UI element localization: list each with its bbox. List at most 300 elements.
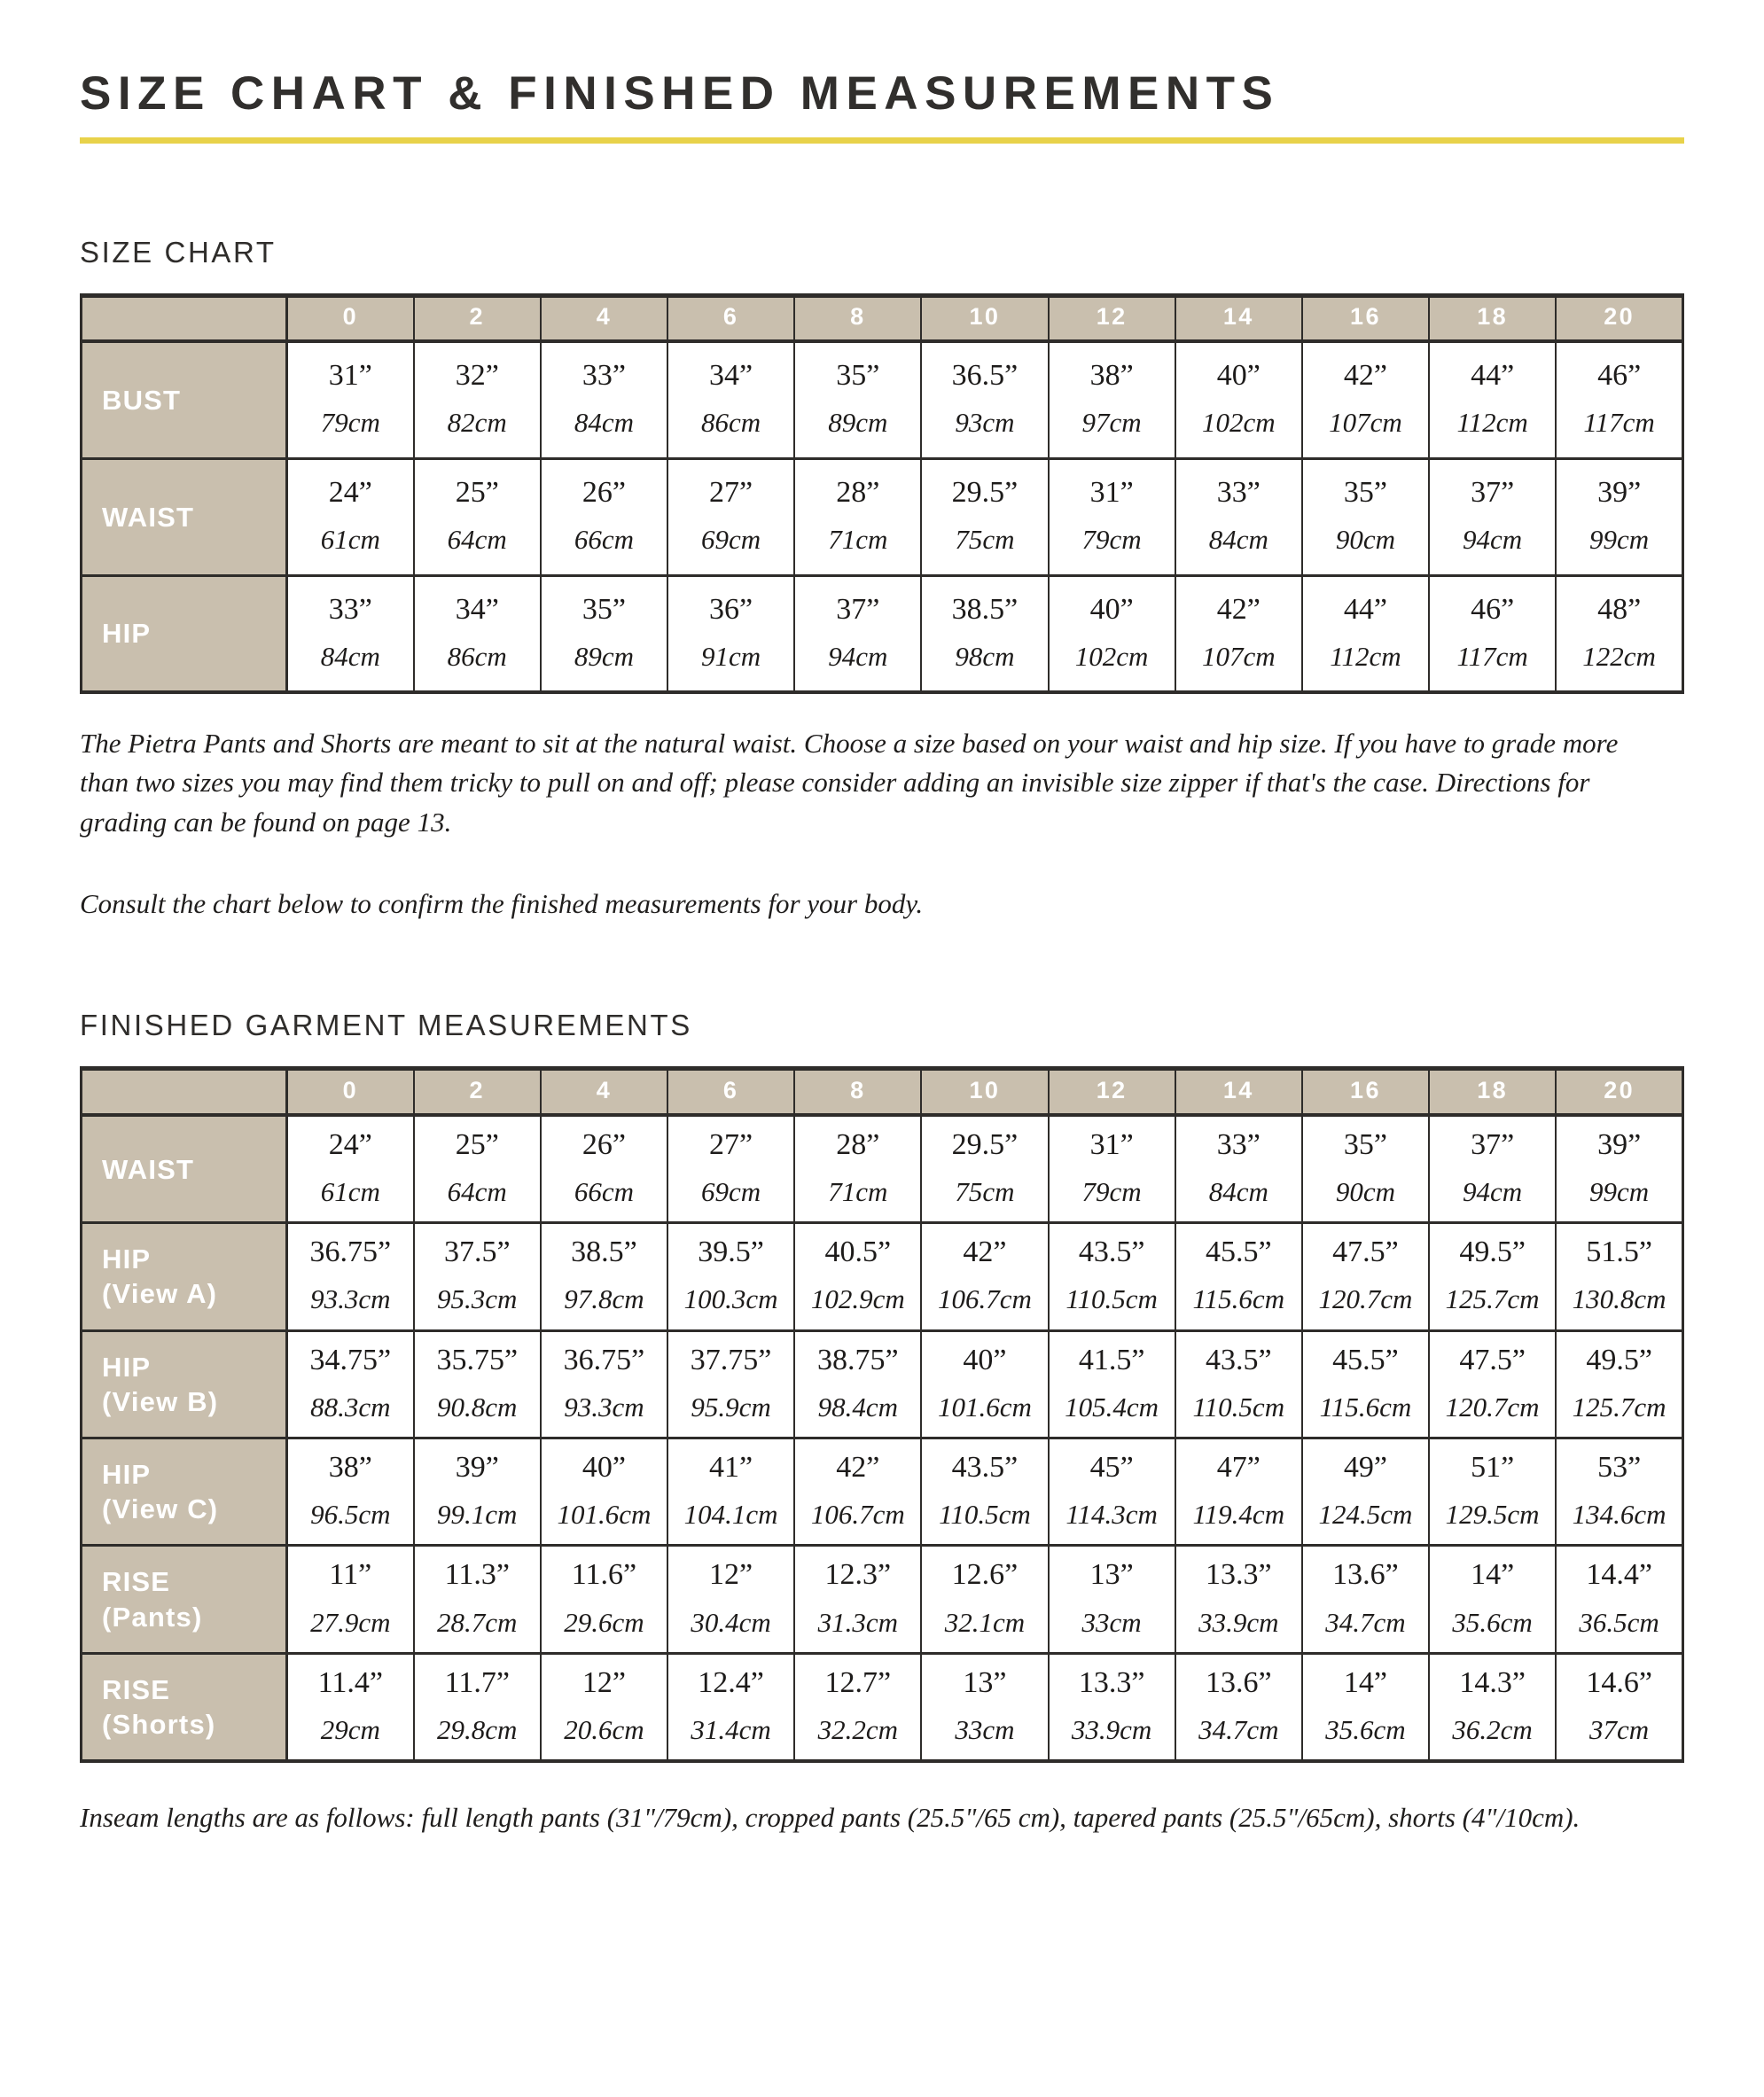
finished-header-row [82, 1069, 1683, 1115]
measurement-inches: 51.5” [1586, 1236, 1652, 1269]
measurement-cm: 98.4cm [817, 1391, 898, 1423]
measurement-cm: 107cm [1329, 407, 1402, 439]
measurement-cm: 84cm [574, 407, 634, 439]
measurement-inches: 25” [455, 475, 499, 509]
measurement-cell [794, 1546, 921, 1653]
measurement-cell [794, 341, 921, 458]
measurement-inches: 26” [581, 1127, 626, 1161]
size-column-header: 10 [921, 295, 1048, 341]
measurement-cell [414, 1330, 541, 1438]
measurement-inches: 34” [455, 592, 499, 626]
table-row [82, 1115, 1683, 1223]
measurement-cell [1175, 1438, 1302, 1545]
measurement-cm: 129.5cm [1445, 1499, 1540, 1531]
size-column-header: 18 [1429, 1069, 1556, 1115]
measurement-cell [287, 341, 414, 458]
measurement-cm: 120.7cm [1318, 1283, 1413, 1315]
measurement-cell [1556, 1546, 1682, 1653]
measurement-inches: 12.3” [824, 1558, 892, 1592]
measurement-cell [667, 1653, 794, 1761]
measurement-cell [1175, 1330, 1302, 1438]
measurement-inches: 48” [1597, 592, 1642, 626]
measurement-inches: 38.5” [951, 592, 1019, 626]
measurement-cm: 31.3cm [817, 1606, 898, 1638]
row-label [82, 341, 287, 458]
measurement-inches: 37” [1471, 475, 1515, 509]
measurement-cm: 35.6cm [1452, 1606, 1533, 1638]
measurement-cm: 32.2cm [817, 1713, 898, 1745]
finished-measurements-body [82, 1115, 1683, 1761]
measurement-cell [921, 341, 1048, 458]
measurement-cm: 99cm [1589, 524, 1650, 556]
row-label-sub: (Shorts) [102, 1708, 216, 1740]
measurement-inches: 53” [1597, 1450, 1642, 1484]
measurement-cm: 31.4cm [691, 1713, 771, 1745]
measurement-inches: 11” [329, 1558, 372, 1592]
measurement-inches: 14.4” [1586, 1558, 1652, 1592]
measurement-inches: 39” [455, 1450, 499, 1484]
measurement-inches: 40” [963, 1343, 1007, 1376]
measurement-inches: 13” [963, 1665, 1007, 1699]
measurement-cm: 101.6cm [937, 1391, 1032, 1423]
table-row [82, 341, 1683, 458]
measurement-cell [1302, 1330, 1429, 1438]
measurement-inches: 40” [1089, 592, 1134, 626]
measurement-cell [1049, 575, 1175, 692]
table-row [82, 1330, 1683, 1438]
measurement-cell [1175, 1115, 1302, 1223]
measurement-cell [1429, 1438, 1556, 1545]
measurement-cm: 36.2cm [1452, 1713, 1533, 1745]
measurement-inches: 32” [455, 359, 499, 393]
measurement-inches: 24” [328, 1127, 372, 1161]
measurement-cm: 117cm [1456, 640, 1528, 672]
measurement-cell [287, 1546, 414, 1653]
row-label-main: HIP [102, 1459, 152, 1491]
measurement-cm: 106.7cm [937, 1283, 1032, 1315]
row-label [82, 1330, 287, 1438]
measurement-cell [667, 341, 794, 458]
measurement-cm: 37cm [1589, 1713, 1650, 1745]
size-column-header: 14 [1175, 1069, 1302, 1115]
measurement-cell [414, 1438, 541, 1545]
measurement-cell [414, 1653, 541, 1761]
measurement-cm: 61cm [320, 524, 380, 556]
measurement-cm: 125.7cm [1445, 1283, 1540, 1315]
measurement-cell [1302, 1223, 1429, 1330]
measurement-inches: 40” [581, 1450, 626, 1484]
measurement-cell [1556, 1223, 1682, 1330]
measurement-inches: 11.3” [444, 1558, 510, 1592]
measurement-inches: 33” [1216, 1127, 1261, 1161]
measurement-cell [921, 1115, 1048, 1223]
measurement-inches: 47” [1216, 1450, 1261, 1484]
measurement-cell [541, 341, 667, 458]
size-column-header: 6 [667, 295, 794, 341]
measurement-cm: 29.6cm [564, 1606, 644, 1638]
measurement-inches: 28” [836, 475, 880, 509]
measurement-cm: 110.5cm [1065, 1283, 1158, 1315]
measurement-inches: 37” [836, 592, 880, 626]
measurement-inches: 41” [709, 1450, 753, 1484]
measurement-inches: 36” [709, 592, 753, 626]
row-label-main: HIP [102, 1351, 152, 1383]
measurement-cell [1556, 1330, 1682, 1438]
measurement-cm: 61cm [320, 1176, 380, 1208]
row-label [82, 1438, 287, 1545]
table-row [82, 1223, 1683, 1330]
finished-measurements-section-title: FINISHED GARMENT MEASUREMENTS [80, 1009, 692, 1042]
row-label [82, 1653, 287, 1761]
measurement-inches: 47.5” [1459, 1343, 1526, 1376]
table-row [82, 1546, 1683, 1653]
measurement-cell [1556, 1653, 1682, 1761]
measurement-cell [1302, 575, 1429, 692]
measurement-cm: 36.5cm [1579, 1606, 1659, 1638]
measurement-cm: 102cm [1201, 407, 1276, 439]
measurement-inches: 38” [1089, 359, 1134, 393]
measurement-inches: 24” [328, 475, 372, 509]
size-chart-header-row [82, 295, 1683, 341]
size-column-header: 12 [1049, 295, 1175, 341]
measurement-inches: 33” [581, 359, 626, 393]
measurement-cell [794, 1653, 921, 1761]
measurement-cell [1175, 1223, 1302, 1330]
size-column-header: 6 [667, 1069, 794, 1115]
size-column-header: 20 [1556, 1069, 1682, 1115]
measurement-inches: 12.4” [698, 1665, 764, 1699]
measurement-cm: 120.7cm [1445, 1391, 1540, 1423]
measurement-inches: 14.3” [1459, 1665, 1526, 1699]
size-column-header: 2 [414, 1069, 541, 1115]
measurement-cell [1049, 458, 1175, 575]
measurement-cell [1429, 1330, 1556, 1438]
measurement-inches: 40” [1216, 359, 1261, 393]
measurement-cell [1049, 1330, 1175, 1438]
measurement-cm: 99cm [1589, 1176, 1650, 1208]
measurement-cell [794, 1223, 921, 1330]
measurement-cell [794, 1330, 921, 1438]
measurement-cell [1175, 1653, 1302, 1761]
measurement-cm: 102cm [1074, 640, 1149, 672]
measurement-cell [414, 1223, 541, 1330]
measurement-inches: 12” [581, 1665, 626, 1699]
masthead [80, 0, 1684, 144]
measurement-cm: 107cm [1201, 640, 1276, 672]
measurement-cm: 106.7cm [810, 1499, 905, 1531]
measurement-cell [287, 1653, 414, 1761]
row-label-sub: (View A) [102, 1278, 218, 1310]
measurement-cell [1556, 575, 1682, 692]
measurement-cell [414, 458, 541, 575]
row-label [82, 575, 287, 692]
measurement-cell [541, 575, 667, 692]
measurement-cm: 115.6cm [1319, 1391, 1412, 1423]
measurement-cm: 89cm [828, 407, 888, 439]
row-label [82, 458, 287, 575]
measurement-cell [667, 1546, 794, 1653]
measurement-cell [1049, 1115, 1175, 1223]
page-title: SIZE CHART & FINISHED MEASUREMENTS [80, 67, 1280, 120]
measurement-inches: 14.6” [1586, 1665, 1652, 1699]
measurement-cell [1049, 1546, 1175, 1653]
measurement-cm: 95.3cm [437, 1283, 518, 1315]
row-label-sub: (View C) [102, 1493, 219, 1525]
row-label-main: RISE [102, 1673, 171, 1705]
measurement-inches: 35” [836, 359, 880, 393]
measurement-inches: 37” [1471, 1127, 1515, 1161]
measurement-cell [1429, 458, 1556, 575]
measurement-cm: 112cm [1456, 407, 1528, 439]
measurement-cm: 99.1cm [437, 1499, 518, 1531]
measurement-cell [921, 575, 1048, 692]
measurement-inches: 40.5” [824, 1236, 892, 1269]
measurement-inches: 35” [1343, 475, 1387, 509]
measurement-cm: 20.6cm [564, 1713, 644, 1745]
measurement-cell [541, 458, 667, 575]
measurement-inches: 49” [1343, 1450, 1387, 1484]
measurement-inches: 42” [1216, 592, 1261, 626]
measurement-cell [541, 1438, 667, 1545]
measurement-cell [287, 1438, 414, 1545]
measurement-inches: 39” [1597, 1127, 1642, 1161]
measurement-inches: 42” [1343, 359, 1387, 393]
measurement-cell [667, 458, 794, 575]
measurement-inches: 47.5” [1332, 1236, 1399, 1269]
size-column-header: 8 [794, 295, 921, 341]
size-column-header: 20 [1556, 295, 1682, 341]
measurement-cm: 75cm [955, 524, 1015, 556]
measurement-inches: 27” [709, 475, 753, 509]
measurement-cell [414, 341, 541, 458]
measurement-cm: 134.6cm [1572, 1499, 1666, 1531]
measurement-inches: 51” [1471, 1450, 1515, 1484]
measurement-cm: 110.5cm [1192, 1391, 1285, 1423]
size-column-header: 16 [1302, 1069, 1429, 1115]
measurement-inches: 13.6” [1205, 1665, 1272, 1699]
measurement-inches: 31” [1089, 475, 1134, 509]
size-chart-section-title: SIZE CHART [80, 235, 277, 269]
measurement-inches: 29.5” [951, 1127, 1019, 1161]
row-label [82, 1546, 287, 1653]
row-label-main: RISE [102, 1566, 171, 1598]
measurement-cell [1302, 1653, 1429, 1761]
measurement-cell [287, 1223, 414, 1330]
measurement-cell [1429, 1115, 1556, 1223]
measurement-cm: 82cm [447, 407, 507, 439]
measurement-cm: 122cm [1582, 640, 1656, 672]
measurement-cell [1429, 341, 1556, 458]
measurement-inches: 43.5” [1205, 1343, 1272, 1376]
size-column-header: 10 [921, 1069, 1048, 1115]
measurement-cm: 117cm [1583, 407, 1655, 439]
measurement-inches: 36.75” [563, 1343, 645, 1376]
measurement-cm: 79cm [320, 407, 380, 439]
measurement-cm: 30.4cm [691, 1606, 771, 1638]
measurement-cell [921, 1223, 1048, 1330]
measurement-inches: 45” [1089, 1450, 1134, 1484]
measurement-cell [1049, 1653, 1175, 1761]
measurement-cm: 88.3cm [310, 1391, 391, 1423]
measurement-inches: 49.5” [1459, 1236, 1526, 1269]
inseam-footer-note: Inseam lengths are as follows: full length pants (31"/79cm), cropped pants (25.5"/65 cm), tapered pants (25.5"/65cm), shorts (4"/10cm). [80, 1802, 1581, 1834]
measurement-cm: 97.8cm [564, 1283, 644, 1315]
measurement-inches: 35.75” [436, 1343, 519, 1376]
measurement-cm: 98cm [955, 640, 1015, 672]
row-label-main: BUST [102, 384, 182, 416]
measurement-cm: 33cm [1081, 1606, 1142, 1638]
measurement-cm: 32.1cm [944, 1606, 1026, 1638]
measurement-cm: 33cm [955, 1713, 1015, 1745]
measurement-cm: 95.9cm [691, 1391, 771, 1423]
measurement-cm: 101.6cm [557, 1499, 652, 1531]
measurement-cm: 69cm [701, 524, 761, 556]
measurement-cell [1556, 1115, 1682, 1223]
measurement-cell [794, 1115, 921, 1223]
size-chart-note-paragraph: The Pietra Pants and Shorts are meant to sit at the natural waist. Choose a size based on your waist and hip size. If you have to grade more than two sizes you may find them tricky to pull on and off; please consider adding an invisible size zipper if that's the case. Directions for grading can be found on page 13. [80, 728, 1619, 838]
measurement-cell [541, 1330, 667, 1438]
measurement-inches: 31” [1089, 1127, 1134, 1161]
measurement-inches: 43.5” [951, 1450, 1019, 1484]
measurement-inches: 33” [328, 592, 372, 626]
finished-corner-cell [82, 1069, 287, 1115]
row-label-main: HIP [102, 618, 152, 650]
measurement-inches: 34” [709, 359, 753, 393]
measurement-inches: 25” [455, 1127, 499, 1161]
measurement-cm: 75cm [955, 1176, 1015, 1208]
measurement-cm: 79cm [1081, 524, 1142, 556]
measurement-cell [541, 1223, 667, 1330]
measurement-inches: 45.5” [1332, 1343, 1399, 1376]
measurement-cell [794, 458, 921, 575]
measurement-inches: 11.7” [444, 1665, 510, 1699]
size-chart-corner-cell [82, 295, 287, 341]
measurement-cm: 66cm [574, 1176, 634, 1208]
measurement-cm: 71cm [828, 524, 888, 556]
measurement-inches: 39” [1597, 475, 1642, 509]
measurement-cell [667, 1223, 794, 1330]
measurement-inches: 42” [963, 1236, 1007, 1269]
measurement-cm: 33.9cm [1198, 1606, 1279, 1638]
measurement-cell [287, 1115, 414, 1223]
measurement-inches: 39.5” [698, 1236, 764, 1269]
measurement-cm: 105.4cm [1065, 1391, 1159, 1423]
measurement-cell [1429, 1223, 1556, 1330]
measurement-inches: 31” [328, 359, 372, 393]
measurement-cell [794, 1438, 921, 1545]
row-label-sub: (View B) [102, 1385, 219, 1417]
measurement-cell [1429, 1546, 1556, 1653]
measurement-inches: 28” [836, 1127, 880, 1161]
size-column-header: 0 [287, 1069, 414, 1115]
measurement-cm: 28.7cm [437, 1606, 518, 1638]
measurement-cell [1556, 1438, 1682, 1545]
measurement-cell [667, 1115, 794, 1223]
measurement-cell [1302, 1546, 1429, 1653]
measurement-cm: 33.9cm [1071, 1713, 1152, 1745]
measurement-inches: 38” [328, 1450, 372, 1484]
measurement-cell [1302, 458, 1429, 575]
title-underline-rule [80, 137, 1684, 144]
measurement-inches: 41.5” [1078, 1343, 1145, 1376]
measurement-cell [414, 1115, 541, 1223]
measurement-inches: 13.3” [1078, 1665, 1145, 1699]
measurement-cm: 130.8cm [1572, 1283, 1666, 1315]
measurement-cm: 84cm [320, 640, 380, 672]
measurement-cell [287, 458, 414, 575]
size-column-header: 8 [794, 1069, 921, 1115]
size-column-header: 2 [414, 295, 541, 341]
measurement-cell [921, 1330, 1048, 1438]
measurement-cm: 66cm [574, 524, 634, 556]
measurement-inches: 11.4” [317, 1665, 383, 1699]
measurement-cm: 34.7cm [1198, 1713, 1279, 1745]
measurement-inches: 11.6” [571, 1558, 637, 1592]
measurement-cm: 97cm [1081, 407, 1142, 439]
measurement-cm: 64cm [447, 524, 507, 556]
measurement-inches: 26” [581, 475, 626, 509]
measurement-cm: 114.3cm [1065, 1499, 1158, 1531]
measurement-cm: 84cm [1208, 524, 1268, 556]
measurement-inches: 27” [709, 1127, 753, 1161]
measurement-cell [414, 1546, 541, 1653]
measurement-cm: 94cm [828, 640, 888, 672]
measurement-cm: 94cm [1463, 524, 1523, 556]
measurement-inches: 37.75” [690, 1343, 772, 1376]
measurement-inches: 13.3” [1205, 1558, 1272, 1592]
measurement-cell [1049, 341, 1175, 458]
measurement-inches: 42” [836, 1450, 880, 1484]
measurement-inches: 13” [1089, 1558, 1134, 1592]
measurement-cell [1302, 1438, 1429, 1545]
row-label-sub: (Pants) [102, 1601, 203, 1633]
row-label-main: WAIST [102, 501, 195, 533]
measurement-inches: 35” [1343, 1127, 1387, 1161]
measurement-cm: 90cm [1335, 524, 1396, 556]
measurement-cm: 96.5cm [310, 1499, 391, 1531]
measurement-cm: 115.6cm [1192, 1283, 1285, 1315]
measurement-cell [667, 1330, 794, 1438]
measurement-cm: 34.7cm [1325, 1606, 1406, 1638]
measurement-cm: 124.5cm [1318, 1499, 1413, 1531]
measurement-cm: 79cm [1081, 1176, 1142, 1208]
measurement-cell [921, 1653, 1048, 1761]
measurement-cell [1556, 458, 1682, 575]
measurement-inches: 43.5” [1078, 1236, 1145, 1269]
measurement-cm: 100.3cm [683, 1283, 778, 1315]
measurement-cm: 93.3cm [310, 1283, 391, 1315]
measurement-cm: 91cm [701, 640, 761, 672]
measurement-cell [921, 458, 1048, 575]
measurement-cell [921, 1546, 1048, 1653]
measurement-cm: 102.9cm [810, 1283, 905, 1315]
table-row [82, 458, 1683, 575]
measurement-cell [1049, 1438, 1175, 1545]
measurement-cm: 110.5cm [939, 1499, 1031, 1531]
row-label [82, 1115, 287, 1223]
measurement-inches: 38.75” [816, 1343, 899, 1376]
measurement-inches: 12.7” [824, 1665, 892, 1699]
measurement-inches: 38.5” [571, 1236, 637, 1269]
measurement-cm: 64cm [447, 1176, 507, 1208]
size-column-header: 16 [1302, 295, 1429, 341]
measurement-inches: 14” [1343, 1665, 1387, 1699]
row-label-main: HIP [102, 1243, 152, 1275]
measurement-inches: 13.6” [1332, 1558, 1399, 1592]
measurement-inches: 44” [1471, 359, 1515, 393]
measurement-cm: 104.1cm [683, 1499, 778, 1531]
measurement-cm: 90cm [1335, 1176, 1396, 1208]
